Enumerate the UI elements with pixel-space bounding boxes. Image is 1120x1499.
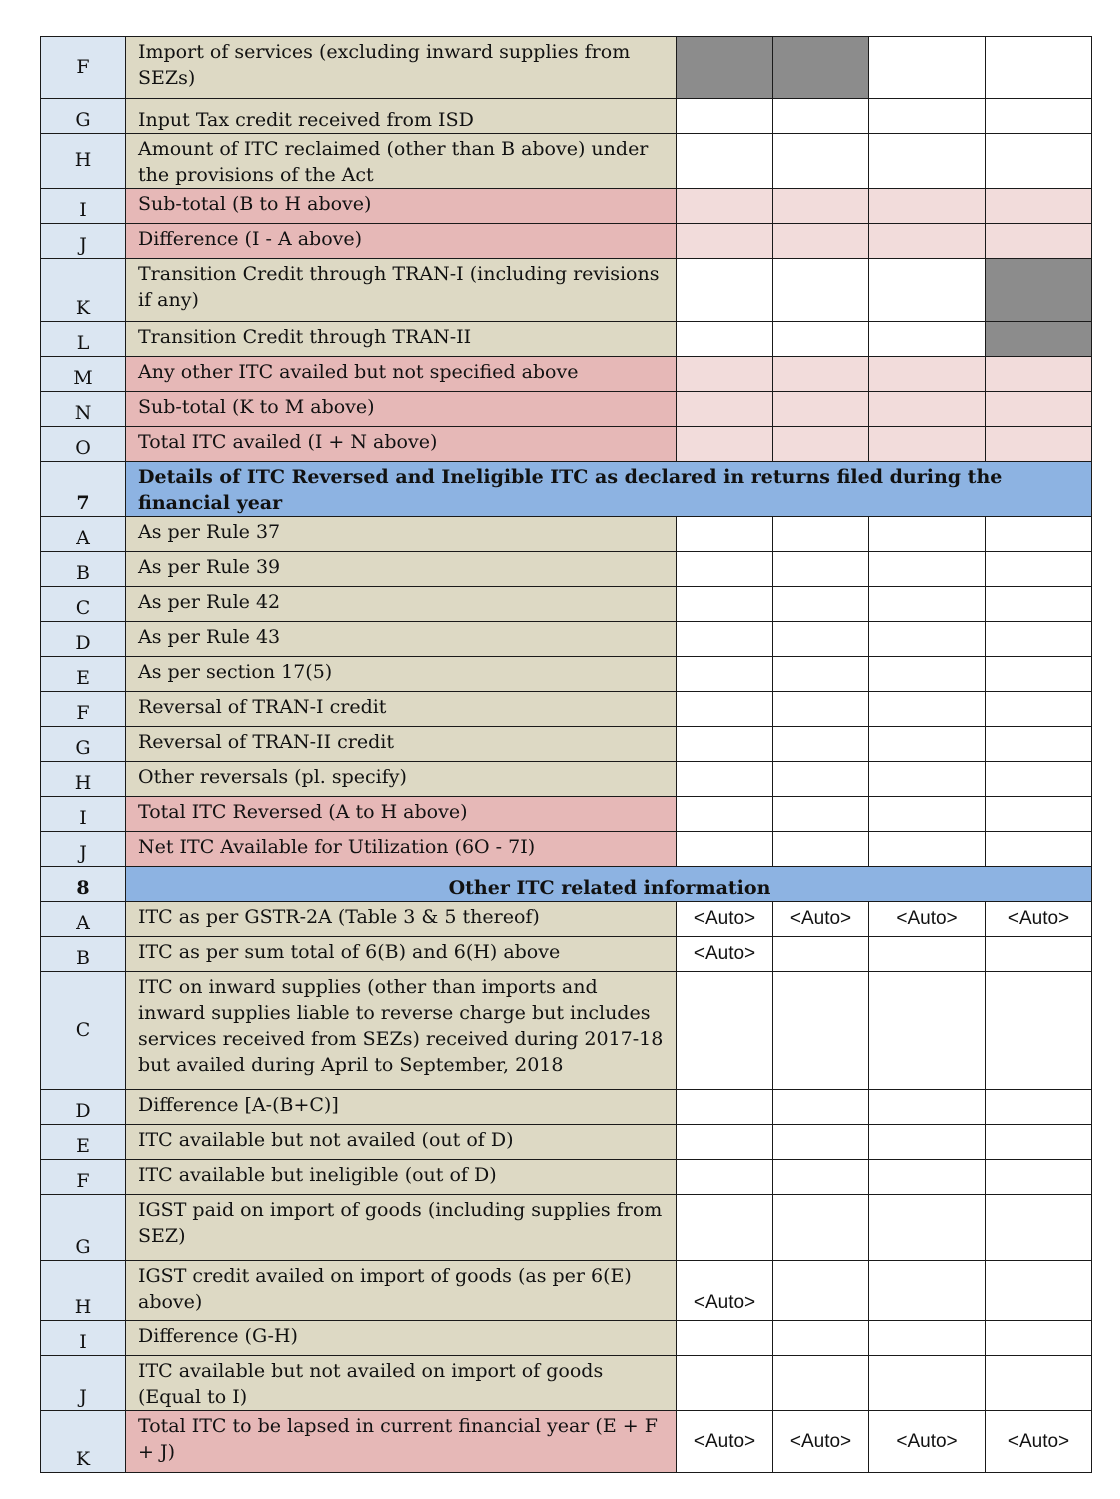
row-code: E <box>41 1125 126 1160</box>
input-cell[interactable] <box>773 1321 869 1356</box>
table-row <box>41 1321 1092 1356</box>
auto-cell: <Auto> <box>986 1411 1092 1473</box>
row-code: K <box>41 1411 126 1473</box>
row-label: Amount of ITC reclaimed (other than B above) under the provisions of the Act <box>126 134 677 189</box>
input-cell[interactable] <box>869 1125 986 1160</box>
input-cell[interactable] <box>986 134 1092 189</box>
row-code: N <box>41 392 126 427</box>
input-cell[interactable] <box>869 37 986 99</box>
input-cell[interactable] <box>869 797 986 832</box>
input-cell[interactable] <box>677 797 773 832</box>
row-label: IGST paid on import of goods (including supplies from SEZ) <box>126 1195 677 1261</box>
input-cell[interactable] <box>986 1356 1092 1411</box>
table-row <box>41 1090 1092 1125</box>
input-cell[interactable] <box>773 587 869 622</box>
table-row <box>41 392 1092 427</box>
input-cell[interactable] <box>869 832 986 867</box>
row-label: Total ITC to be lapsed in current financial year (E + F + J) <box>126 1411 677 1473</box>
input-cell[interactable] <box>869 259 986 322</box>
section-heading: Details of ITC Reversed and Ineligible ITC as declared in returns filed during the financial year <box>126 462 1092 517</box>
row-label: As per Rule 37 <box>126 517 677 552</box>
row-label: ITC available but not availed on import of goods (Equal to I) <box>126 1356 677 1411</box>
row-label: Any other ITC availed but not specified above <box>126 357 677 392</box>
input-cell[interactable] <box>869 322 986 357</box>
row-code: B <box>41 552 126 587</box>
input-cell[interactable] <box>869 1160 986 1195</box>
row-code: F <box>41 1160 126 1195</box>
input-cell[interactable] <box>773 1125 869 1160</box>
computed-cell <box>773 357 869 392</box>
section-heading-row <box>41 867 1092 902</box>
input-cell[interactable] <box>986 1090 1092 1125</box>
input-cell[interactable] <box>986 622 1092 657</box>
row-label: Difference [A-(B+C)] <box>126 1090 677 1125</box>
row-label: Reversal of TRAN-II credit <box>126 727 677 762</box>
table-row <box>41 727 1092 762</box>
input-cell[interactable] <box>869 134 986 189</box>
input-cell[interactable] <box>986 727 1092 762</box>
row-label: Difference (G-H) <box>126 1321 677 1356</box>
table-row <box>41 692 1092 727</box>
input-cell[interactable] <box>986 1261 1092 1321</box>
input-cell[interactable] <box>986 1160 1092 1195</box>
row-label: Sub-total (K to M above) <box>126 392 677 427</box>
table-row <box>41 1261 1092 1321</box>
row-label: As per section 17(5) <box>126 657 677 692</box>
row-code: D <box>41 622 126 657</box>
row-label: ITC available but ineligible (out of D) <box>126 1160 677 1195</box>
input-cell[interactable] <box>773 622 869 657</box>
input-cell[interactable] <box>986 762 1092 797</box>
row-label: Transition Credit through TRAN-I (including revisions if any) <box>126 259 677 322</box>
input-cell[interactable] <box>677 322 773 357</box>
row-code: K <box>41 259 126 322</box>
input-cell[interactable] <box>677 1090 773 1125</box>
row-code: A <box>41 902 126 937</box>
table-row <box>41 1195 1092 1261</box>
table-row <box>41 427 1092 462</box>
input-cell[interactable] <box>869 972 986 1090</box>
input-cell[interactable] <box>986 552 1092 587</box>
row-label: ITC as per sum total of 6(B) and 6(H) above <box>126 937 677 972</box>
input-cell[interactable] <box>986 657 1092 692</box>
table-row <box>41 972 1092 1090</box>
table-row <box>41 99 1092 134</box>
input-cell[interactable] <box>986 937 1092 972</box>
input-cell[interactable] <box>869 657 986 692</box>
input-cell[interactable] <box>677 99 773 134</box>
input-cell[interactable] <box>986 797 1092 832</box>
row-code: H <box>41 762 126 797</box>
input-cell[interactable] <box>773 1356 869 1411</box>
row-code: I <box>41 189 126 224</box>
computed-cell <box>986 427 1092 462</box>
row-code: D <box>41 1090 126 1125</box>
input-cell[interactable] <box>986 517 1092 552</box>
input-cell[interactable] <box>869 99 986 134</box>
disabled-cell <box>986 322 1092 357</box>
row-code: G <box>41 99 126 134</box>
input-cell[interactable] <box>677 259 773 322</box>
row-code: G <box>41 727 126 762</box>
row-label: Reversal of TRAN-I credit <box>126 692 677 727</box>
input-cell[interactable] <box>869 937 986 972</box>
input-cell[interactable] <box>677 727 773 762</box>
row-code: H <box>41 1261 126 1321</box>
section-code: 8 <box>41 867 126 902</box>
row-label: As per Rule 42 <box>126 587 677 622</box>
table-row <box>41 1160 1092 1195</box>
input-cell[interactable] <box>677 622 773 657</box>
row-code: F <box>41 692 126 727</box>
row-code: O <box>41 427 126 462</box>
input-cell[interactable] <box>677 1356 773 1411</box>
input-cell[interactable] <box>986 1195 1092 1261</box>
row-label: ITC available but not availed (out of D) <box>126 1125 677 1160</box>
input-cell[interactable] <box>677 587 773 622</box>
input-cell[interactable] <box>677 1321 773 1356</box>
input-cell[interactable] <box>986 832 1092 867</box>
auto-cell: <Auto> <box>677 1411 773 1473</box>
row-code: A <box>41 517 126 552</box>
auto-cell: <Auto> <box>677 937 773 972</box>
row-code: F <box>41 37 126 99</box>
auto-cell: <Auto> <box>773 1411 869 1473</box>
auto-cell: <Auto> <box>677 1261 773 1321</box>
row-label: ITC on inward supplies (other than imports and inward supplies liable to reverse charge but includes services received from SEZs) received during 2017-18 but availed during April to September, 2018 <box>126 972 677 1090</box>
table-row <box>41 762 1092 797</box>
table-row <box>41 657 1092 692</box>
row-label: Net ITC Available for Utilization (6O - 7I) <box>126 832 677 867</box>
input-cell[interactable] <box>869 1090 986 1125</box>
table-row <box>41 517 1092 552</box>
input-cell[interactable] <box>869 727 986 762</box>
computed-cell <box>677 224 773 259</box>
row-label: Difference (I - A above) <box>126 224 677 259</box>
table-row <box>41 37 1092 99</box>
row-label: Total ITC Reversed (A to H above) <box>126 797 677 832</box>
input-cell[interactable] <box>677 657 773 692</box>
row-label: Input Tax credit received from ISD <box>126 99 677 134</box>
row-code: E <box>41 657 126 692</box>
input-cell[interactable] <box>773 1090 869 1125</box>
input-cell[interactable] <box>773 322 869 357</box>
table-row <box>41 552 1092 587</box>
computed-cell <box>773 427 869 462</box>
auto-cell: <Auto> <box>869 902 986 937</box>
input-cell[interactable] <box>986 1321 1092 1356</box>
input-cell[interactable] <box>677 972 773 1090</box>
input-cell[interactable] <box>869 1261 986 1321</box>
table-row <box>41 902 1092 937</box>
auto-cell: <Auto> <box>773 902 869 937</box>
input-cell[interactable] <box>773 517 869 552</box>
input-cell[interactable] <box>773 797 869 832</box>
table-row <box>41 937 1092 972</box>
input-cell[interactable] <box>986 972 1092 1090</box>
table-row <box>41 357 1092 392</box>
input-cell[interactable] <box>773 99 869 134</box>
input-cell[interactable] <box>677 832 773 867</box>
row-code: H <box>41 134 126 189</box>
computed-cell <box>986 392 1092 427</box>
auto-cell: <Auto> <box>986 902 1092 937</box>
input-cell[interactable] <box>986 37 1092 99</box>
input-cell[interactable] <box>869 1195 986 1261</box>
table-row <box>41 134 1092 189</box>
input-cell[interactable] <box>986 587 1092 622</box>
table-row <box>41 224 1092 259</box>
row-code: L <box>41 322 126 357</box>
section-heading-row <box>41 462 1092 517</box>
row-code: I <box>41 797 126 832</box>
input-cell[interactable] <box>773 762 869 797</box>
computed-cell <box>986 357 1092 392</box>
computed-cell <box>773 189 869 224</box>
input-cell[interactable] <box>677 1195 773 1261</box>
auto-cell: <Auto> <box>677 902 773 937</box>
computed-cell <box>869 224 986 259</box>
computed-cell <box>869 357 986 392</box>
row-code: J <box>41 1356 126 1411</box>
row-code: I <box>41 1321 126 1356</box>
disabled-cell <box>773 37 869 99</box>
row-code: C <box>41 972 126 1090</box>
row-label: Transition Credit through TRAN-II <box>126 322 677 357</box>
row-label: Total ITC availed (I + N above) <box>126 427 677 462</box>
row-label: As per Rule 43 <box>126 622 677 657</box>
disabled-cell <box>986 259 1092 322</box>
row-label: ITC as per GSTR-2A (Table 3 & 5 thereof) <box>126 902 677 937</box>
computed-cell <box>869 392 986 427</box>
input-cell[interactable] <box>773 1195 869 1261</box>
input-cell[interactable] <box>677 134 773 189</box>
input-cell[interactable] <box>773 1261 869 1321</box>
input-cell[interactable] <box>869 622 986 657</box>
row-code: B <box>41 937 126 972</box>
computed-cell <box>677 357 773 392</box>
computed-cell <box>869 427 986 462</box>
input-cell[interactable] <box>773 552 869 587</box>
input-cell[interactable] <box>773 657 869 692</box>
input-cell[interactable] <box>869 587 986 622</box>
section-heading: Other ITC related information <box>126 867 1092 902</box>
table-row <box>41 1356 1092 1411</box>
input-cell[interactable] <box>677 692 773 727</box>
table-row <box>41 1411 1092 1473</box>
input-cell[interactable] <box>773 832 869 867</box>
table-row <box>41 1125 1092 1160</box>
input-cell[interactable] <box>986 692 1092 727</box>
computed-cell <box>869 189 986 224</box>
row-code: J <box>41 224 126 259</box>
table-row <box>41 587 1092 622</box>
row-label: Other reversals (pl. specify) <box>126 762 677 797</box>
table-row <box>41 322 1092 357</box>
row-label: As per Rule 39 <box>126 552 677 587</box>
row-code: G <box>41 1195 126 1261</box>
table-row <box>41 259 1092 322</box>
section-code: 7 <box>41 462 126 517</box>
itc-details-table <box>40 36 1092 1473</box>
computed-cell <box>677 189 773 224</box>
table-row <box>41 797 1092 832</box>
input-cell[interactable] <box>773 259 869 322</box>
input-cell[interactable] <box>773 1160 869 1195</box>
computed-cell <box>677 392 773 427</box>
row-label: Sub-total (B to H above) <box>126 189 677 224</box>
input-cell[interactable] <box>773 692 869 727</box>
input-cell[interactable] <box>869 517 986 552</box>
computed-cell <box>773 224 869 259</box>
input-cell[interactable] <box>986 1125 1092 1160</box>
computed-cell <box>773 392 869 427</box>
row-label: Import of services (excluding inward supplies from SEZs) <box>126 37 677 99</box>
input-cell[interactable] <box>773 134 869 189</box>
auto-cell: <Auto> <box>869 1411 986 1473</box>
input-cell[interactable] <box>677 762 773 797</box>
input-cell[interactable] <box>677 1125 773 1160</box>
input-cell[interactable] <box>986 99 1092 134</box>
input-cell[interactable] <box>869 552 986 587</box>
row-code: M <box>41 357 126 392</box>
table-row <box>41 189 1092 224</box>
input-cell[interactable] <box>677 517 773 552</box>
input-cell[interactable] <box>677 552 773 587</box>
input-cell[interactable] <box>869 692 986 727</box>
input-cell[interactable] <box>869 1321 986 1356</box>
disabled-cell <box>677 37 773 99</box>
table-row <box>41 622 1092 657</box>
row-label: IGST credit availed on import of goods (as per 6(E) above) <box>126 1261 677 1321</box>
computed-cell <box>986 189 1092 224</box>
input-cell[interactable] <box>677 1160 773 1195</box>
row-code: J <box>41 832 126 867</box>
input-cell[interactable] <box>773 727 869 762</box>
input-cell[interactable] <box>773 972 869 1090</box>
input-cell[interactable] <box>869 1356 986 1411</box>
computed-cell <box>677 427 773 462</box>
row-code: C <box>41 587 126 622</box>
computed-cell <box>986 224 1092 259</box>
table-row <box>41 832 1092 867</box>
input-cell[interactable] <box>869 762 986 797</box>
input-cell[interactable] <box>773 937 869 972</box>
